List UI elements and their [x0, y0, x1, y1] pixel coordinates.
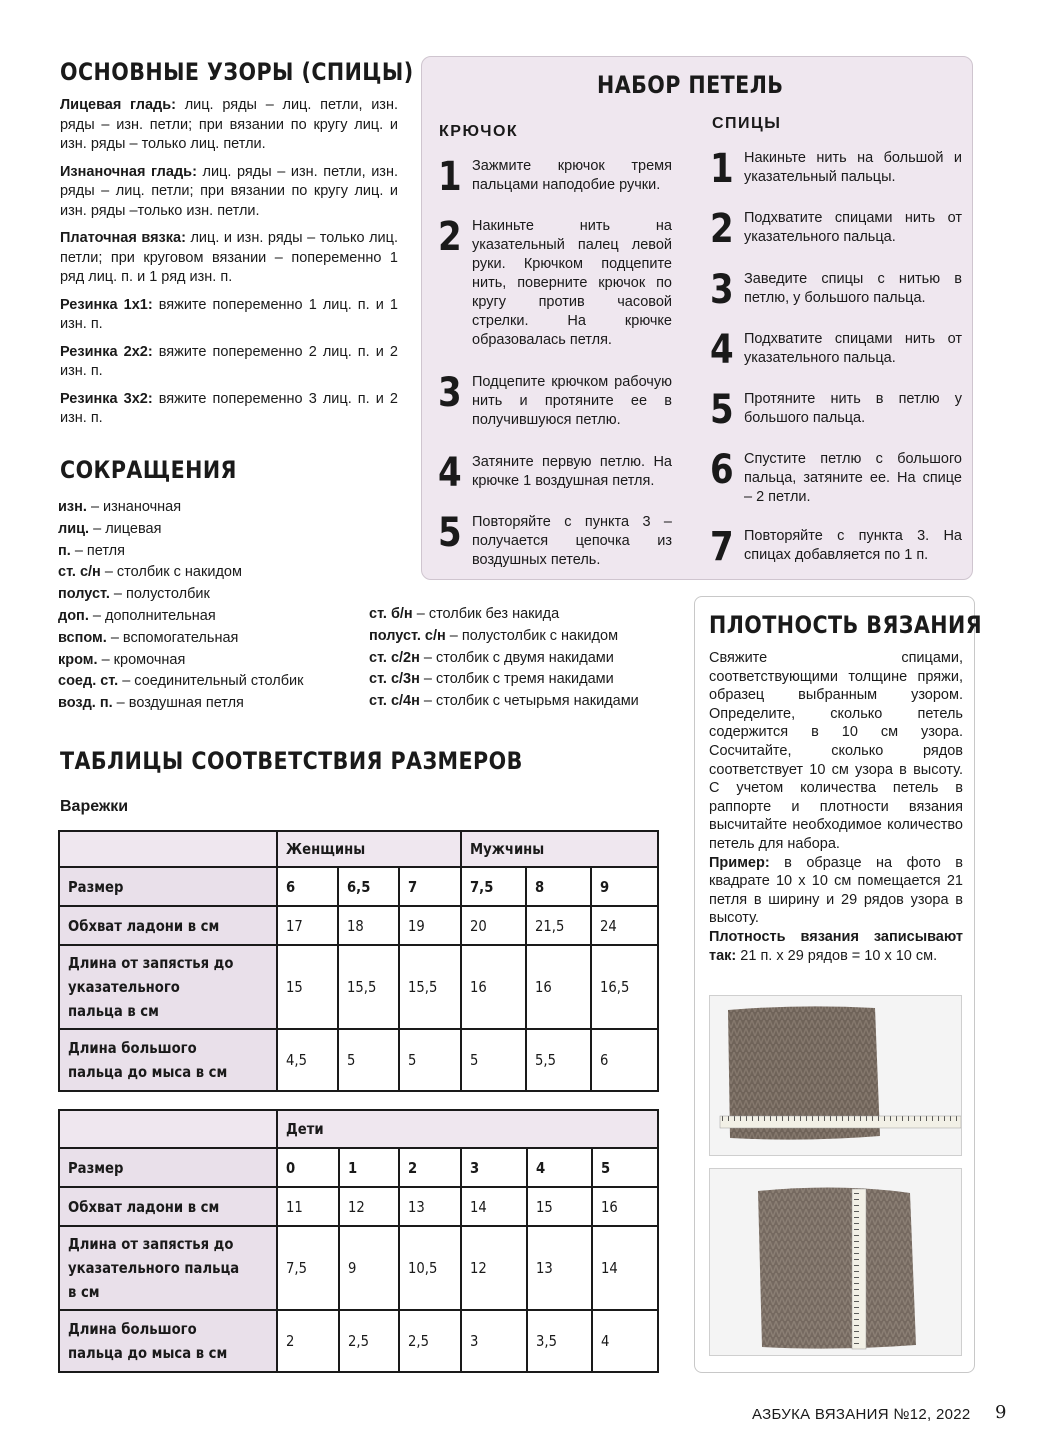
abbr-item: возд. п. – воздушная петля [58, 695, 244, 712]
table-row [59, 1187, 658, 1226]
swatch-photo-height [709, 1168, 962, 1356]
density-box [694, 596, 983, 1373]
density-example: Пример: в образце на фото в квадрате 10 х 10 см помещается 21 петля в ширину и 29 рядов узора в высоту. [709, 854, 963, 927]
table-cell: 4 [592, 1310, 658, 1372]
table-cell: 5 [338, 1029, 398, 1091]
table-cell: 5 [592, 1148, 658, 1187]
abbr-item: доп. – дополнительная [58, 607, 216, 624]
table-cell: 3 [461, 1310, 526, 1372]
table-cell: 18 [338, 906, 398, 945]
table-cell: 16 [592, 1187, 658, 1226]
table-cell: 9 [591, 867, 658, 906]
row-label: Длина большого пальца до мыса в см [59, 1310, 277, 1372]
table-header-row [59, 1110, 658, 1148]
table-cell: 20 [461, 906, 526, 945]
table-row [59, 1226, 658, 1310]
table-row [59, 1148, 658, 1187]
needles-heading: СПИЦЫ [712, 115, 782, 132]
swatch-photo-width [709, 995, 962, 1156]
table-cell: 24 [591, 906, 658, 945]
hook-step: 4 Затяните первую петлю. На крючке 1 воздушная петля. [438, 450, 672, 496]
step-number: 3 [710, 267, 734, 313]
abbr-item: изн. – изнаночная [58, 499, 182, 515]
abbr-item: ст. с/4н – столбик с четырьмя накидами [369, 693, 639, 710]
table-cell: 16 [526, 945, 591, 1029]
table-cell: 15 [527, 1187, 592, 1226]
table-cell: 8 [526, 867, 591, 906]
table-cell: 6 [277, 867, 338, 906]
table-cell: 2 [277, 1310, 339, 1372]
abbreviations-col1 [58, 497, 304, 715]
knit-swatch-image [710, 996, 961, 1155]
table-cell: 5 [399, 1029, 461, 1091]
step-number: 4 [438, 450, 462, 496]
table-row [59, 945, 658, 1029]
table-cell: 2,5 [339, 1310, 399, 1372]
group-women: Женщины [277, 831, 461, 867]
table-cell: 3 [461, 1148, 526, 1187]
group-men: Мужчины [461, 831, 658, 867]
table-cell: 17 [277, 906, 338, 945]
table-cell: 2,5 [399, 1310, 461, 1372]
step-number: 4 [710, 327, 734, 373]
table-cell: 15 [277, 945, 338, 1029]
needles-step: 2 Подхватите спицами нить от указательного пальца. [710, 206, 962, 252]
abbr-item: полуст. с/н – полустолбик с накидом [369, 627, 619, 644]
needles-step: 4 Подхватите спицами нить от указательного пальца. [710, 327, 962, 373]
table-cell: 10,5 [399, 1226, 461, 1310]
table-cell: 14 [592, 1226, 658, 1310]
table-row [59, 867, 658, 906]
step-number: 5 [438, 510, 462, 556]
step-number: 1 [710, 146, 734, 192]
table-cell: 6 [591, 1029, 658, 1091]
table-cell: 15,5 [338, 945, 398, 1029]
table-cell: 11 [277, 1187, 339, 1226]
density-record: Плотность вязания записывают так: 21 п. х 29 рядов = 10 х 10 см. [709, 928, 963, 964]
abbr-item: п. – петля [58, 542, 125, 559]
needles-step: 1 Накиньте нить на большой и указательный пальцы. [710, 146, 962, 192]
abbr-item: ст. с/2н – столбик с двумя накидами [369, 649, 614, 666]
table-cell: 9 [339, 1226, 399, 1310]
table-cell: 14 [461, 1187, 526, 1226]
knit-swatch-image [710, 1169, 961, 1355]
table-header-row [59, 831, 658, 867]
page-number: 9 [995, 1402, 1007, 1423]
hook-step: 2 Накиньте нить на указательный палец левой руки. Крючком подцепите нить, поверните крючок по кругу против часовой стрелки. На крючке образовалась петля. [438, 214, 672, 348]
step-number: 5 [710, 387, 734, 433]
table-cell: 4,5 [277, 1029, 338, 1091]
hook-heading: КРЮЧОК [439, 123, 519, 140]
table-cell: 0 [277, 1148, 339, 1187]
needles-step: 6 Спустите петлю с большого пальца, затяните ее. На спице – 2 петли. [710, 447, 962, 505]
abbreviations-title: СОКРАЩЕНИЯ [60, 456, 237, 484]
table-cell: 2 [399, 1148, 461, 1187]
cast-on-title: НАБОР ПЕТЕЛЬ [597, 71, 784, 99]
abbr-item: лиц. – лицевая [58, 520, 162, 537]
hook-step: 3 Подцепите крючком рабочую нить и протяните ее в получившуюся петлю. [438, 370, 672, 428]
table-cell: 16 [461, 945, 526, 1029]
step-number: 1 [438, 154, 462, 200]
table-row [59, 1310, 658, 1372]
table-cell: 12 [339, 1187, 399, 1226]
table-cell: 3,5 [527, 1310, 592, 1372]
row-label: Обхват ладони в см [59, 906, 277, 945]
pattern-item: Изнаночная гладь: лиц. ряды – изн. петли, изн. ряды – лиц. петли; при вязании по кругу лиц. и изн. ряды –только изн. петли. [60, 163, 398, 219]
step-number: 6 [710, 447, 734, 493]
pattern-item: Резинка 2х2: вяжите попеременно 2 лиц. п. и 2 изн. п. [60, 343, 398, 379]
row-label: Длина от запястья до указательного пальца в см [59, 1226, 277, 1310]
step-number: 2 [710, 206, 734, 252]
table-cell: 13 [527, 1226, 592, 1310]
table-cell: 15,5 [399, 945, 461, 1029]
table-cell: 19 [399, 906, 461, 945]
pattern-item: Резинка 1х1: вяжите попеременно 1 лиц. п. и 1 изн. п. [60, 296, 398, 332]
table-cell: 13 [399, 1187, 461, 1226]
row-label: Длина большого пальца до мыса в см [59, 1029, 277, 1091]
cast-on-box [421, 56, 973, 580]
abbr-item: ст. с/н – столбик с накидом [58, 564, 242, 581]
hook-step: 1 Зажмите крючок тремя пальцами наподобие ручки. [438, 154, 672, 200]
density-body: Свяжите спицами, соответствующими толщине пряжи, образец выбранным узором. Определите, сколько петель содержится в 10 см узора. Сосчитайте, сколько рядов соответствует 10 см узора в высоту. С учетом количества петель в раппорте и плотности вязания высчитайте необходимое количество петель для набора. [709, 650, 963, 852]
table-cell: 5,5 [526, 1029, 591, 1091]
table-row [59, 906, 658, 945]
abbr-item: полуст. – полустолбик [58, 586, 210, 603]
table-cell: 12 [461, 1226, 526, 1310]
table-cell: 5 [461, 1029, 526, 1091]
step-number: 7 [710, 524, 734, 570]
needles-step: 7 Повторяйте с пункта 3. На спицах добавляется по 1 п. [710, 524, 962, 570]
sizes-title: ТАБЛИЦЫ СООТВЕТСТВИЯ РАЗМЕРОВ [60, 747, 523, 775]
abbr-item: ст. б/н – столбик без накида [369, 606, 560, 622]
density-title: ПЛОТНОСТЬ ВЯЗАНИЯ [709, 611, 983, 639]
abbreviations-col2 [369, 604, 639, 713]
adult-size-table [58, 830, 659, 1092]
table-cell: 1 [339, 1148, 399, 1187]
pattern-item: Платочная вязка: лиц. и изн. ряды – только лиц. петли; при круговом вязании – попеременно 1 ряд лиц. п. и 1 ряд изн. п. [60, 230, 398, 285]
needles-step: 5 Протяните нить в петлю у большого пальца. [710, 387, 962, 433]
hook-step: 5 Повторяйте с пункта 3 – получается цепочка из воздушных петель. [438, 510, 672, 568]
abbr-item: ст. с/3н – столбик с тремя накидами [369, 671, 614, 688]
table-cell: 21,5 [526, 906, 591, 945]
table-row [59, 1029, 658, 1091]
group-kids: Дети [277, 1110, 658, 1148]
patterns-list [60, 96, 398, 437]
kids-size-table [58, 1109, 659, 1373]
row-label: Размер [59, 867, 277, 906]
step-number: 3 [438, 370, 462, 416]
row-label: Размер [59, 1148, 277, 1187]
footer-magazine: АЗБУКА ВЯЗАНИЯ №12, 2022 [752, 1406, 971, 1423]
table-cell: 16,5 [591, 945, 658, 1029]
patterns-title: ОСНОВНЫЕ УЗОРЫ (СПИЦЫ) [60, 58, 414, 86]
table-cell: 7 [399, 867, 461, 906]
pattern-item: Резинка 3х2: вяжите попеременно 3 лиц. п. и 2 изн. п. [60, 390, 398, 426]
table-cell: 7,5 [277, 1226, 339, 1310]
abbr-item: кром. – кромочная [58, 651, 186, 668]
row-label: Длина от запястья до указательного пальца в см [59, 945, 277, 1029]
density-text [709, 649, 963, 965]
abbr-item: вспом. – вспомогательная [58, 629, 239, 646]
row-label: Обхват ладони в см [59, 1187, 277, 1226]
pattern-item: Лицевая гладь: лиц. ряды – лиц. петли, изн. ряды – изн. петли; при вязании по кругу лиц. и изн. ряды – только лиц. петли. [60, 97, 398, 152]
abbr-item: соед. ст. – соединительный столбик [58, 673, 304, 690]
sizes-subtitle: Варежки [60, 798, 129, 815]
table-cell: 7,5 [461, 867, 526, 906]
table-cell: 4 [527, 1148, 592, 1187]
step-number: 2 [438, 214, 462, 260]
needles-step: 3 Заведите спицы с нитью в петлю, у большого пальца. [710, 267, 962, 313]
table-cell: 6,5 [338, 867, 398, 906]
